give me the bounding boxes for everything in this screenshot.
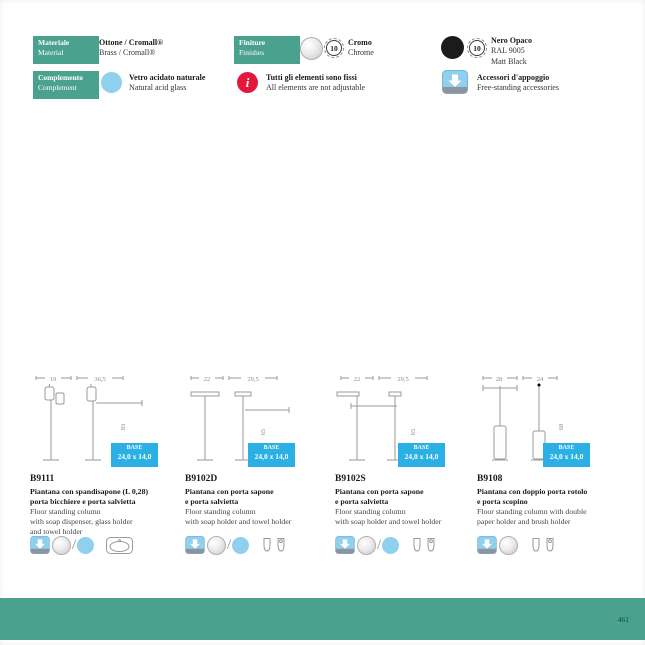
material-label	[33, 36, 99, 64]
base-size-badge: BASE 24,0 x 14,0	[543, 443, 590, 467]
product-feature-icons	[185, 535, 287, 555]
brush-holder-icon	[544, 537, 556, 553]
acid-glass-icon	[101, 72, 122, 93]
base-size-badge: BASE 24,0 x 14,0	[398, 443, 445, 467]
material-value: Ottone / Cromall® Brass / Cromall®	[99, 38, 164, 58]
material-label-it: Materiale	[38, 38, 70, 47]
chrome-finish-icon	[52, 536, 71, 555]
slash-separator: /	[377, 536, 382, 553]
product-card-b9108	[477, 372, 629, 577]
material-label-en: Material	[38, 48, 64, 58]
chrome-finish-icon	[300, 37, 323, 60]
free-standing-icon	[185, 536, 205, 554]
complement-label	[33, 71, 99, 99]
soap-holder-icon	[261, 537, 273, 553]
height-label: 65	[410, 428, 417, 436]
height-label: 65	[260, 428, 267, 436]
product-code: B9102D	[185, 474, 218, 484]
product-description: Piantana con porta sapone e porta salvietta Floor standing column with soap holder and towel holder	[185, 487, 292, 526]
freestanding-text: Accessori d'appoggio Free-standing accessories	[477, 73, 559, 93]
product-description: Piantana con porta sapone e porta salvietta Floor standing column with soap holder and towel holder	[335, 487, 442, 526]
dimension-label: 19	[49, 376, 57, 383]
product-card-b9102s	[335, 372, 487, 577]
slash-separator: /	[227, 536, 232, 553]
product-card-b9111	[30, 372, 182, 577]
soap-holder-icon	[411, 537, 423, 553]
product-code: B9108	[477, 474, 503, 484]
soap-dispenser-icon	[275, 537, 287, 553]
free-standing-icon	[335, 536, 355, 554]
acid-glass-icon	[232, 537, 249, 554]
height-label: 68	[558, 423, 565, 431]
finish-code-badge: 10	[326, 40, 342, 56]
complement-value: Vetro acidato naturale Natural acid glass	[129, 73, 206, 93]
finishes-label-it: Finiture	[239, 38, 266, 47]
dimension-label: 28	[495, 376, 503, 383]
product-description: Piantana con spandisapone (L 0,28) porta bicchiere e porta salvietta Floor standing column with soap dispenser, glass holder and towel holder	[30, 487, 149, 536]
complement-label-it: Complemento	[38, 73, 83, 82]
dimension-label: 29,5	[247, 376, 259, 383]
height-label: 83	[120, 423, 127, 431]
free-standing-icon	[477, 536, 497, 554]
product-description: Piantana con doppio porta rotolo e porta scopino Floor standing column with double paper holder and brush holder	[477, 487, 588, 526]
dimension-label: 36,5	[94, 376, 106, 383]
complement-label-en: Complement	[38, 83, 77, 93]
dimension-label: 24	[536, 376, 544, 383]
dimension-label: 22	[353, 376, 361, 383]
product-feature-icons	[30, 535, 133, 555]
chrome-finish-icon	[357, 536, 376, 555]
matt-black-finish-icon	[441, 36, 464, 59]
acid-glass-icon	[77, 537, 94, 554]
footer-band	[0, 598, 645, 640]
product-code: B9102S	[335, 474, 366, 484]
free-standing-icon	[30, 536, 50, 554]
base-size-badge: BASE 24,0 x 14,0	[111, 443, 158, 467]
basin-icon	[106, 537, 133, 554]
slash-separator: /	[72, 536, 77, 553]
black-finish-text: Nero Opaco RAL 9005 Matt Black	[491, 36, 532, 66]
product-card-b9102d	[185, 372, 337, 577]
acid-glass-icon	[382, 537, 399, 554]
finishes-label	[234, 36, 300, 64]
dimension-label: 29,5	[397, 376, 409, 383]
product-code: B9111	[30, 474, 55, 484]
finish-code-badge-black: 10	[469, 40, 485, 56]
product-feature-icons	[477, 535, 556, 555]
finishes-label-en: Finishes	[239, 48, 265, 58]
chrome-finish-icon	[207, 536, 226, 555]
page-number: 461	[617, 615, 629, 624]
base-size-badge: BASE 24,0 x 14,0	[248, 443, 295, 467]
fixed-elements-notice: Tutti gli elementi sono fissi All elements are not adjustable	[266, 73, 366, 93]
paper-holder-icon	[530, 537, 542, 553]
info-icon: i	[237, 72, 258, 93]
chrome-finish-icon	[499, 536, 518, 555]
chrome-finish-text: Cromo Chrome	[348, 38, 374, 58]
dimension-label: 22	[203, 376, 211, 383]
soap-dispenser-icon	[425, 537, 437, 553]
product-feature-icons	[335, 535, 437, 555]
free-standing-icon	[442, 70, 468, 94]
